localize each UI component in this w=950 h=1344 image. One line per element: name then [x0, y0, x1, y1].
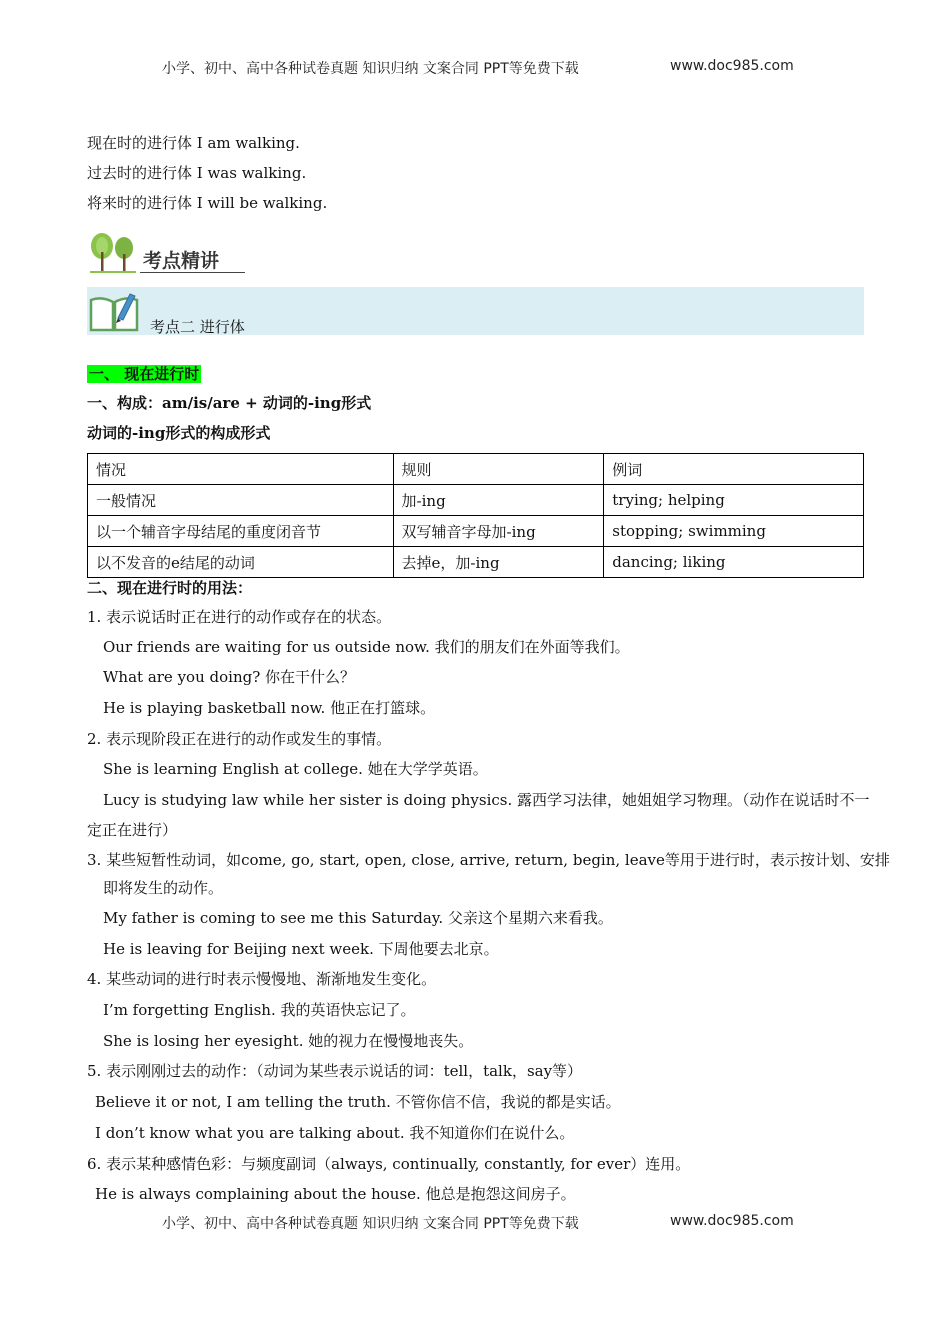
table-cell: 以不发音的e结尾的动词	[88, 547, 394, 578]
table-cell: stopping; swimming	[604, 516, 864, 547]
table-cell: 去掉e，加-ing	[393, 547, 604, 578]
usage-point-6: 6. 表示某种感情色彩：与频度副词（always, continually, constantly, for ever）连用。	[87, 1155, 691, 1173]
table-cell: 以一个辅音字母结尾的重度闭音节	[88, 516, 394, 547]
heading-structure: 一、构成：am/is/are + 动词的-ing形式	[87, 394, 372, 412]
heading-present-progressive	[87, 364, 201, 384]
header-text: 小学、初中、高中各种试卷真题 知识归纳 文案合同 PPT等免费下载	[162, 61, 579, 77]
example-sentence: Lucy is studying law while her sister is doing physics. 露西学习法律，她姐姐学习物理。（动作在说话时不一	[103, 791, 870, 809]
example-sentence: Our friends are waiting for us outside now. 我们的朋友们在外面等我们。	[103, 638, 630, 656]
table-cell: dancing; liking	[604, 547, 864, 578]
table-cell: 一般情况	[88, 485, 394, 516]
tree-icon	[88, 232, 138, 274]
ing-rules-table	[87, 453, 864, 578]
example-sentence: I don’t know what you are talking about. 我不知道你们在说什么。	[95, 1124, 575, 1142]
usage-point-5: 5. 表示刚刚过去的动作：（动词为某些表示说话的词：tell，talk，say等）	[87, 1062, 583, 1080]
usage-point-4: 4. 某些动词的进行时表示慢慢地、渐渐地发生变化。	[87, 970, 437, 988]
example-sentence: He is leaving for Beijing next week. 下周他要去北京。	[103, 940, 499, 958]
table-cell: 双写辅音字母加-ing	[393, 516, 604, 547]
table-row	[88, 485, 864, 516]
example-sentence: I’m forgetting English. 我的英语快忘记了。	[103, 1001, 416, 1019]
table-header-cell: 规则	[393, 454, 604, 485]
example-sentence: He is always complaining about the house. 他总是抱怨这间房子。	[95, 1185, 576, 1203]
table-header-cell: 例词	[604, 454, 864, 485]
usage-point-3: 3. 某些短暂性动词，如come, go, start, open, close, arrive, return, begin, leave等用于进行时，表示按计划、安排	[87, 851, 890, 869]
example-sentence: She is learning English at college. 她在大学学英语。	[103, 760, 488, 778]
intro-line-2: 过去时的进行体 I was walking.	[87, 164, 307, 182]
footer-url[interactable]: www.doc985.com	[670, 1213, 794, 1229]
table-header-row	[88, 454, 864, 485]
table-header-cell: 情况	[88, 454, 394, 485]
usage-point-3-cont: 即将发生的动作。	[103, 879, 224, 897]
example-sentence: What are you doing? 你在干什么？	[103, 668, 356, 686]
header-url[interactable]: www.doc985.com	[670, 58, 794, 74]
heading-ing-forms: 动词的-ing形式的构成形式	[87, 424, 271, 442]
topic-title: 考点二 进行体	[150, 318, 245, 336]
intro-line-3: 将来时的进行体 I will be walking.	[87, 194, 328, 212]
table-cell: 加-ing	[393, 485, 604, 516]
table-cell: trying; helping	[604, 485, 864, 516]
example-sentence: My father is coming to see me this Saturday. 父亲这个星期六来看我。	[103, 909, 613, 927]
footer-text: 小学、初中、高中各种试卷真题 知识归纳 文案合同 PPT等免费下载	[162, 1216, 579, 1232]
example-sentence: He is playing basketball now. 他正在打篮球。	[103, 699, 436, 717]
example-sentence: She is losing her eyesight. 她的视力在慢慢地丧失。	[103, 1032, 474, 1050]
example-sentence: Believe it or not, I am telling the truth. 不管你信不信，我说的都是实话。	[95, 1093, 621, 1111]
usage-point-1: 1. 表示说话时正在进行的动作或存在的状态。	[87, 608, 392, 626]
example-sentence-cont: 定正在进行）	[87, 821, 178, 839]
intro-line-1: 现在时的进行体 I am walking.	[87, 134, 300, 152]
section-logo-title: 考点精讲	[143, 250, 220, 272]
heading-highlight: 一、 现在进行时	[89, 365, 200, 383]
logo-underline	[140, 272, 245, 273]
table-row	[88, 516, 864, 547]
table-row	[88, 547, 864, 578]
book-icon	[88, 290, 140, 334]
usage-title: 二、现在进行时的用法：	[87, 579, 253, 597]
usage-point-2: 2. 表示现阶段正在进行的动作或发生的事情。	[87, 730, 392, 748]
